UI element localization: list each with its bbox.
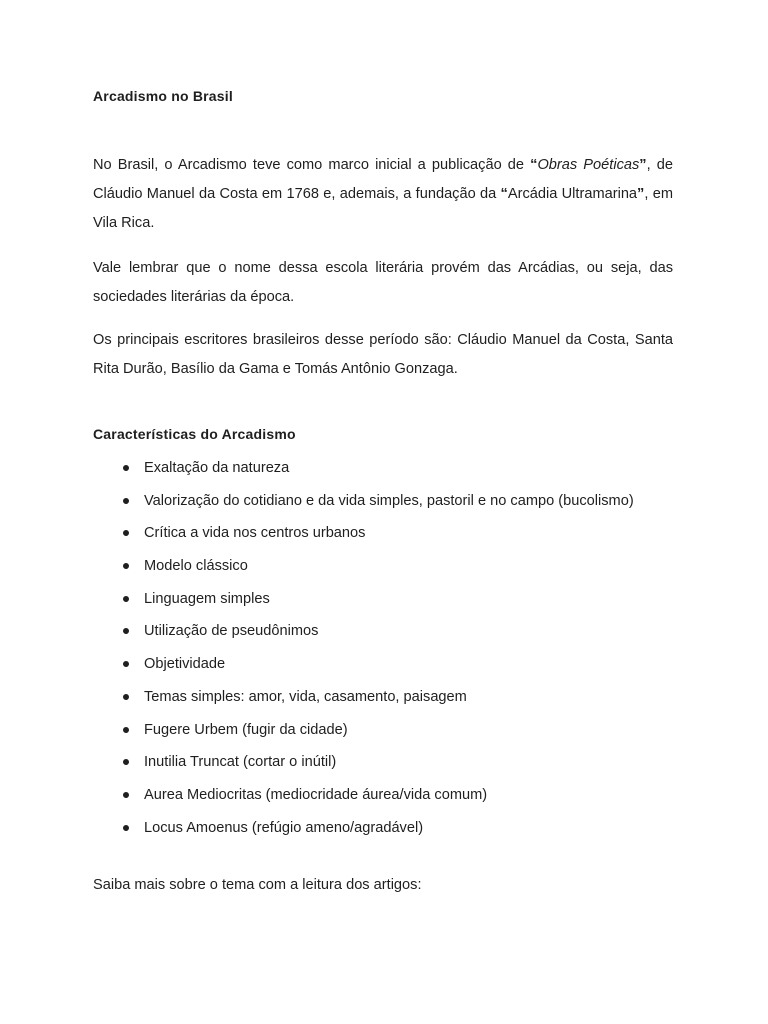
bullet-icon <box>123 825 129 831</box>
list-item: Inutilia Truncat (cortar o inútil) <box>93 746 673 779</box>
bullet-icon <box>123 727 129 733</box>
intro-text-1: No Brasil, o Arcadismo teve como marco inicial a publicação de <box>93 157 531 173</box>
list-item: Fugere Urbem (fugir da cidade) <box>93 714 673 747</box>
work-title: Obras Poéticas <box>537 157 640 173</box>
bullet-icon <box>123 596 129 602</box>
characteristics-list <box>93 452 673 844</box>
bullet-icon <box>123 792 129 798</box>
bullet-icon <box>123 498 129 504</box>
writers-paragraph: Os principais escritores brasileiros desse período são: Cláudio Manuel da Costa, Santa Rita Durão, Basílio da Gama e Tomás Antônio Gonzaga. <box>93 332 673 377</box>
academy-name: Arcádia Ultramarina <box>507 186 638 202</box>
page-title: Arcadismo no Brasil <box>93 88 233 104</box>
list-item: Temas simples: amor, vida, casamento, paisagem <box>93 681 673 714</box>
list-item: Valorização do cotidiano e da vida simples, pastoril e no campo (bucolismo) <box>93 485 673 518</box>
list-item: Locus Amoenus (refúgio ameno/agradável) <box>93 812 673 845</box>
list-item: Modelo clássico <box>93 550 673 583</box>
bullet-icon <box>123 661 129 667</box>
open-quote-1: “ <box>530 157 538 173</box>
open-quote-2: “ <box>500 186 508 202</box>
close-quote-1: ” <box>639 157 647 173</box>
bullet-icon <box>123 530 129 536</box>
characteristics-heading: Características do Arcadismo <box>93 426 296 442</box>
document-page <box>93 0 673 1024</box>
bullet-icon <box>123 694 129 700</box>
list-item: Utilização de pseudônimos <box>93 615 673 648</box>
bullet-icon <box>123 759 129 765</box>
intro-text-3: , em Vila Rica. <box>93 186 673 231</box>
bullet-icon <box>123 563 129 569</box>
list-item: Exaltação da natureza <box>93 452 673 485</box>
intro-paragraph <box>93 151 673 238</box>
arcadias-paragraph: Vale lembrar que o nome dessa escola literária provém das Arcádias, ou seja, das sociedades literárias da época. <box>93 260 673 305</box>
bullet-icon <box>123 628 129 634</box>
list-item: Linguagem simples <box>93 583 673 616</box>
list-item: Aurea Mediocritas (mediocridade áurea/vida comum) <box>93 779 673 812</box>
close-quote-2: ” <box>637 186 645 202</box>
list-item: Crítica a vida nos centros urbanos <box>93 517 673 550</box>
list-item: Objetividade <box>93 648 673 681</box>
closing-paragraph: Saiba mais sobre o tema com a leitura dos artigos: <box>93 877 422 893</box>
intro-text-2: , de Cláudio Manuel da Costa em 1768 e, ademais, a fundação da <box>93 157 673 202</box>
bullet-icon <box>123 465 129 471</box>
